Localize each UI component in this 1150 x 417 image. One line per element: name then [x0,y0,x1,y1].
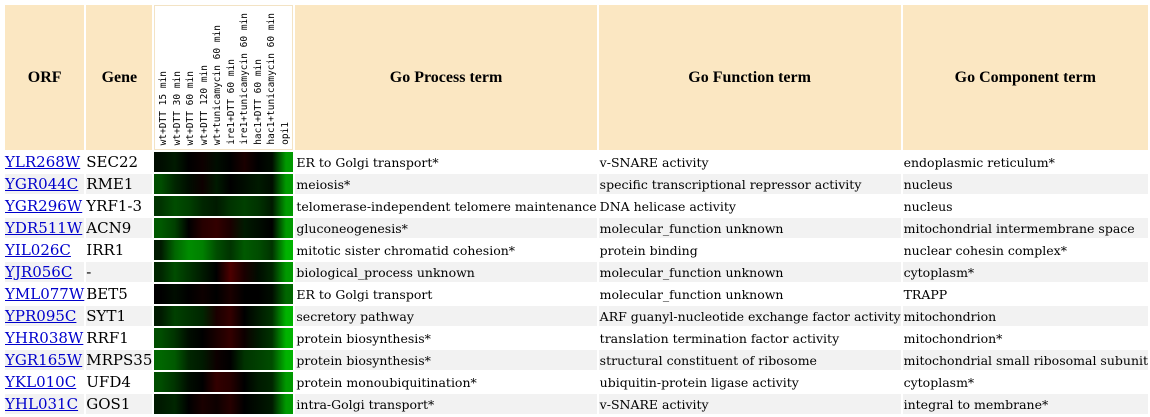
table-row [5,350,1148,370]
component-term-cell: mitochondrial small ribosomal subunit [903,350,1148,370]
orf-link[interactable]: YML077W [5,285,85,303]
orf-cell [5,306,84,326]
process-term-cell: ER to Golgi transport* [296,154,439,170]
component-term-cell: endoplasmic reticulum* [903,154,1055,170]
expression-heatmap [154,372,293,392]
orf-cell [5,284,84,304]
function-term-cell: specific transcriptional repressor activity [599,174,901,194]
process-term-cell: intra-Golgi transport* [295,394,596,414]
gene-cell: - [86,262,152,282]
gene-cell: BET5 [86,285,128,303]
orf-cell [5,262,84,282]
gene-cell: SEC22 [86,153,139,171]
condition-label: opi1 [279,122,291,145]
gene-cell: YRF1-3 [86,197,143,215]
orf-link[interactable]: YHR038W [5,329,84,347]
expression-bar [154,284,293,304]
orf-cell [5,394,84,414]
table-row [5,218,1148,238]
expression-heatmap [154,240,293,260]
expression-bar [154,174,293,194]
component-term-cell: mitochondrial intermembrane space [903,218,1148,238]
expression-bar [154,196,293,216]
expression-heatmap [154,306,293,326]
orf-cell [5,372,84,392]
condition-label: wt+DTT 120 min [198,64,210,145]
component-term-cell: integral to membrane* [903,394,1148,414]
process-term-cell: protein biosynthesis* [296,330,431,346]
condition-label: wt+DTT 15 min [158,70,170,145]
function-header: Go Function term [599,5,901,150]
gene-cell: RRF1 [86,329,129,347]
expression-heatmap [154,152,293,172]
expression-bar [154,394,293,414]
function-term-cell: v-SNARE activity [599,394,901,414]
orf-link[interactable]: YLR268W [5,153,81,171]
condition-label: hac1+DTT 60 min [252,59,264,145]
component-term-cell: cytoplasm* [903,262,1148,282]
expression-bar [154,372,293,392]
header-row [5,5,1148,150]
process-term-cell: telomerase-independent telomere maintenance [296,198,597,214]
process-term-cell: meiosis* [295,174,596,194]
orf-cell [5,328,84,348]
expression-heatmap [154,328,293,348]
function-term-cell: structural constituent of ribosome [599,350,901,370]
process-term-cell: secretory pathway [295,306,596,326]
function-term-cell: v-SNARE activity [599,154,709,170]
component-term-cell: nucleus [903,174,1148,194]
gene-cell: ACN9 [86,218,152,238]
expression-bar [154,350,293,370]
expression-bar [154,262,293,282]
orf-link[interactable]: YKL010C [5,373,77,391]
orf-header: ORF [5,5,84,150]
function-term-cell: ubiquitin-protein ligase activity [599,374,799,390]
orf-link[interactable]: YGR044C [5,175,79,193]
expression-bar [154,306,293,326]
table-row [5,394,1148,414]
orf-cell [5,196,84,216]
table-row [5,240,1148,260]
condition-label: ire1+tunicamycin 60 min [239,13,251,145]
condition-label: ire1+DTT 60 min [225,59,237,145]
table-row [5,262,1148,282]
orf-link[interactable]: YPR095C [5,307,77,325]
orf-link[interactable]: YGR165W [5,351,83,369]
table-row [5,306,1148,326]
expression-bar [154,152,293,172]
function-term-cell: translation termination factor activity [599,330,840,346]
component-term-cell: nucleus [903,198,953,214]
process-term-cell: mitotic sister chromatid cohesion* [296,242,516,258]
function-term-cell: protein binding [599,242,698,258]
conditions-header [154,5,293,150]
process-term-cell: gluconeogenesis* [295,218,596,238]
expression-bar [154,240,293,260]
expression-heatmap [154,350,293,370]
condition-label: wt+tunicamycin 60 min [212,24,224,145]
orf-cell [5,350,84,370]
expression-heatmap [154,284,293,304]
component-term-cell: nuclear cohesin complex* [903,242,1067,258]
orf-link[interactable]: YJR056C [5,263,73,281]
component-term-cell: mitochondrion [903,306,1148,326]
process-term-cell: biological_process unknown [295,262,596,282]
table-row [5,174,1148,194]
orf-cell [5,174,84,194]
process-term-cell: ER to Golgi transport [296,286,433,302]
expression-heatmap [154,196,293,216]
function-term-cell: molecular_function unknown [599,286,784,302]
gene-header: Gene [86,5,152,150]
gene-cell: SYT1 [86,306,152,326]
expression-bar [154,218,293,238]
expression-heatmap [154,218,293,238]
orf-cell [5,152,84,172]
table-row [5,284,1148,304]
go-term-table [3,3,1150,416]
gene-cell: UFD4 [86,373,131,391]
gene-cell: MRPS35 [86,351,153,369]
function-term-cell: ARF guanyl-nucleotide exchange factor activity [599,306,901,326]
table-row [5,196,1148,216]
function-term-cell: molecular_function unknown [599,218,901,238]
function-term-cell: DNA helicase activity [599,198,736,214]
component-term-cell: cytoplasm* [903,374,975,390]
table-row [5,372,1148,392]
orf-cell [5,240,84,260]
orf-link[interactable]: YHL031C [5,395,79,413]
process-header: Go Process term [295,5,596,150]
component-term-cell: TRAPP [903,286,948,302]
table-row [5,152,1148,172]
condition-label: wt+DTT 60 min [185,70,197,145]
function-term-cell: molecular_function unknown [599,262,901,282]
process-term-cell: protein biosynthesis* [295,350,596,370]
process-term-cell: protein monoubiquitination* [296,374,477,390]
expression-heatmap [154,394,293,414]
orf-cell [5,218,84,238]
orf-link[interactable]: YIL026C [5,241,71,259]
gene-cell: IRR1 [86,241,125,259]
orf-link[interactable]: YGR296W [5,197,83,215]
condition-label: wt+DTT 30 min [171,70,183,145]
component-header: Go Component term [903,5,1148,150]
expression-heatmap [154,174,293,194]
condition-label: hac1+tunicamycin 60 min [266,13,278,145]
gene-cell: RME1 [86,174,152,194]
expression-bar [154,328,293,348]
orf-link[interactable]: YDR511W [5,219,83,237]
component-term-cell: mitochondrion* [903,330,1003,346]
table-row [5,328,1148,348]
expression-heatmap [154,262,293,282]
gene-cell: GOS1 [86,394,152,414]
